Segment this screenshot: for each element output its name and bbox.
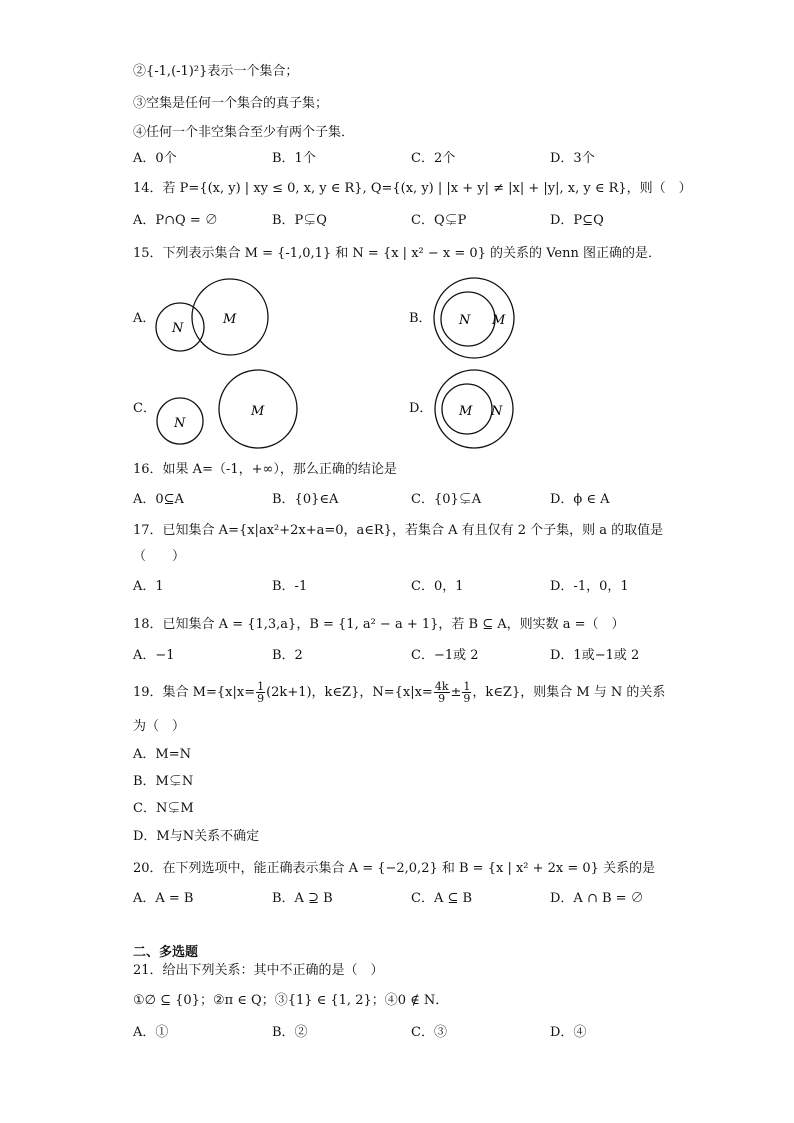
q18-option-b: B．2 — [272, 648, 303, 663]
q17-option-a: A．1 — [133, 579, 164, 594]
q16-option-c: C．{0}⊊A — [411, 492, 482, 507]
q13-option-c: C．2个 — [411, 151, 456, 166]
q14-option-a: A．P∩Q = ∅ — [133, 213, 218, 228]
section-heading-multiple-choice: 二、多选题 — [133, 945, 199, 960]
venn-diagram-c — [150, 366, 305, 455]
venn-diagram-b — [430, 276, 520, 365]
q15-label-a: A． — [133, 311, 156, 326]
q18-option-d: D．1或−1或 2 — [550, 648, 640, 663]
q16-stem: 16．如果 A=（-1，+∞），那么正确的结论是 — [133, 462, 397, 477]
q17-stem: 17．已知集合 A={x|ax²+2x+a=0，a∈R}，若集合 A 有且仅有 2 个子集，则 a 的取值是 — [133, 523, 664, 538]
q17-option-b: B．-1 — [272, 579, 308, 594]
q15-label-d: D． — [409, 401, 433, 416]
q14-stem: 14．若 P={(x, y) | xy ≤ 0, x, y ∈ R}, Q={(x, y) | |x + y| ≠ |x| + |y|, x, y ∈ R}，则（ ） — [133, 181, 692, 196]
q21-items: ①∅ ⊆ {0}；②π ∈ Q；③{1} ∈ {1, 2}；④0 ∉ N． — [133, 993, 449, 1008]
q21-option-a: A．① — [133, 1025, 169, 1040]
q17-option-c: C．0，1 — [411, 579, 464, 594]
q20-option-d: D．A ∩ B = ∅ — [550, 891, 644, 906]
venn-c-label-m: M — [251, 404, 265, 419]
q13-option-b: B．1个 — [272, 151, 316, 166]
q16-option-d: D．ϕ ∈ A — [550, 492, 610, 507]
q19-frac2-num: 4k — [434, 680, 449, 693]
q13-option-a: A．0个 — [133, 151, 177, 166]
venn-b-label-n: N — [459, 313, 471, 328]
q19-option-c: C．N⊊M — [133, 801, 194, 816]
q21-option-d: D．④ — [550, 1025, 587, 1040]
venn-diagram-d — [430, 366, 520, 455]
q21-stem: 21．给出下列关系：其中不正确的是（ ） — [133, 963, 384, 978]
q19-fraction-2 — [434, 681, 450, 704]
q15-label-b: B． — [409, 311, 432, 326]
q20-option-b: B．A ⊇ B — [272, 891, 333, 906]
q18-stem: 18．已知集合 A = {1,3,a}，B = {1, a² − a + 1}，若 B ⊆ A，则实数 a =（ ） — [133, 617, 625, 632]
venn-c-label-n: N — [174, 416, 186, 431]
q20-option-a: A．A = B — [133, 891, 194, 906]
venn-d-label-m: M — [459, 404, 473, 419]
q20-option-c: C．A ⊆ B — [411, 891, 473, 906]
q19-frac1-num: 1 — [257, 680, 265, 693]
q19-frac3-den: 9 — [463, 692, 471, 705]
q19-stem-part-a: 19．集合 M={x|x= — [133, 685, 256, 700]
q13-option-d: D．3个 — [550, 151, 595, 166]
q20-stem: 20．在下列选项中，能正确表示集合 A = {−2,0,2} 和 B = {x | x² + 2x = 0} 关系的是 — [133, 861, 656, 876]
q15-label-c: C． — [133, 401, 156, 416]
q19-stem-part-c: ± — [450, 685, 462, 700]
q17-paren: （ ） — [133, 549, 186, 564]
q19-stem-part-b: (2k+1)，k∈Z}，N={x|x= — [266, 685, 433, 700]
q16-option-b: B．{0}∈A — [272, 492, 339, 507]
q19-fraction-1 — [256, 681, 265, 704]
venn-diagram-a — [150, 276, 275, 365]
q18-option-c: C．−1或 2 — [411, 648, 479, 663]
venn-d-label-n: N — [491, 404, 503, 419]
q21-option-b: B．② — [272, 1025, 308, 1040]
venn-a-label-m: M — [223, 312, 237, 327]
q13-item-4: ④任何一个非空集合至少有两个子集． — [133, 125, 355, 140]
q13-item-2: ②{-1,(-1)²}表示一个集合； — [133, 64, 299, 79]
q17-option-d: D．-1，0，1 — [550, 579, 629, 594]
q13-item-3: ③空集是任何一个集合的真子集； — [133, 96, 329, 111]
q19-fraction-3 — [462, 681, 471, 704]
q19-frac2-den: 9 — [438, 692, 446, 705]
q19-frac3-num: 1 — [463, 680, 471, 693]
q19-stem-end: 为（ ） — [133, 719, 186, 734]
q19-stem-part-d: ，k∈Z}，则集合 M 与 N 的关系 — [472, 685, 666, 700]
venn-a-label-n: N — [172, 321, 184, 336]
q19-option-b: B．M⊊N — [133, 774, 194, 789]
q14-option-b: B．P⊊Q — [272, 213, 327, 228]
q14-option-d: D．P⊆Q — [550, 213, 604, 228]
q14-option-c: C．Q⊊P — [411, 213, 467, 228]
q16-option-a: A．0⊆A — [133, 492, 184, 507]
q18-option-a: A．−1 — [133, 648, 175, 663]
q19-stem — [133, 680, 665, 706]
q19-frac1-den: 9 — [257, 692, 265, 705]
q19-option-a: A．M=N — [133, 747, 191, 762]
q21-option-c: C．③ — [411, 1025, 447, 1040]
venn-b-label-m: M — [492, 313, 506, 328]
q19-option-d: D．M与N关系不确定 — [133, 829, 260, 844]
q15-stem: 15．下列表示集合 M = {-1,0,1} 和 N = {x | x² − x = 0} 的关系的 Venn 图正确的是． — [133, 246, 661, 261]
